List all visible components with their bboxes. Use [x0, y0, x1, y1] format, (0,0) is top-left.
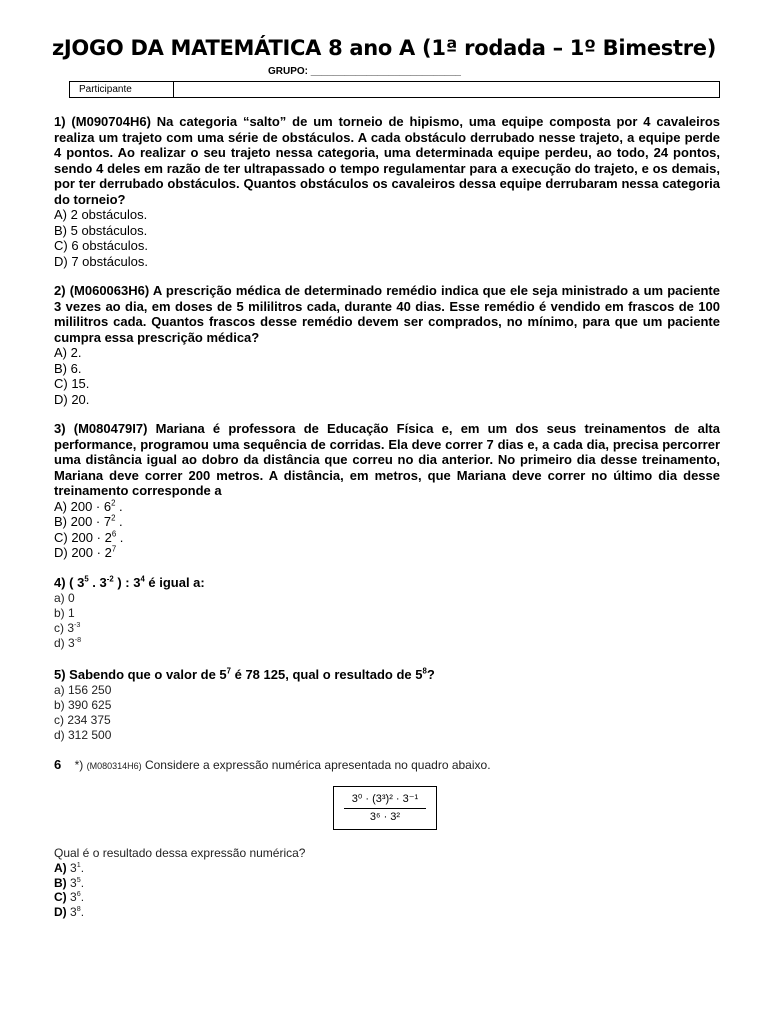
question-4	[54, 575, 720, 652]
question-2-option-b: B) 6.	[54, 360, 82, 376]
expression-box	[333, 786, 437, 830]
fraction-bar	[344, 808, 426, 809]
page-title: zJOGO DA MATEMÁTICA 8 ano A (1ª rodada – 1º Bimestre)	[51, 36, 717, 60]
expression-numerator: 3⁰ · (3³)² · 3⁻¹	[351, 793, 419, 805]
question-4-option-a: a) 0	[54, 590, 75, 605]
question-5	[54, 667, 720, 744]
question-1-text: 1) (M090704H6) Na categoria “salto” de um torneio de hipismo, uma equipe composta por 4 cavaleiros realiza um trajeto com uma série de obstáculos. A cada obstáculo derrubado nesse trajeto, a equipe perde 4 pontos. Ao realizar o seu trajeto nessa categoria, uma determinada equipe perdeu, ao todo, 24 pontos, sendo 4 deles em razão de ter ultrapassado o tempo regulamentar para a execução do trajeto, e os demais, por ter derrubado obstáculos. Quantos obstáculos os cavaleiros dessa equipe derrubaram nessa categoria do torneio?	[54, 114, 720, 207]
question-2-option-a: A) 2.	[54, 345, 82, 360]
question-5-option-b: b) 390 625	[54, 697, 112, 712]
question-3-option-a: A) $200 \cdot 6^2$ .	[54, 498, 123, 514]
question-4-option-c: c) $3^{-3}$	[54, 620, 81, 636]
question-6-option-d: D) $3^8$.	[54, 903, 85, 919]
question-5-text: 5) Sabendo que o valor de $5^7$ é 78 125, qual o resultado de $5^8$?	[54, 666, 435, 682]
question-1-option-c: C) 6 obstáculos.	[54, 238, 148, 253]
question-1-option-b: B) 5 obstáculos.	[54, 222, 148, 238]
question-5-option-a: a) 156 250	[54, 682, 112, 697]
question-2-option-c: C) 15.	[54, 376, 90, 391]
expression-denominator: 3⁶ · 3²	[369, 811, 401, 823]
question-6-mark: *)	[74, 758, 84, 772]
question-5-option-c: c) 234 375	[54, 713, 111, 728]
question-1-option-a: A) 2 obstáculos.	[54, 207, 148, 222]
question-4-option-b: b) 1	[54, 605, 75, 620]
question-6	[54, 846, 305, 919]
question-6-option-b: B) $3^5$.	[54, 874, 85, 890]
question-3-option-d: D) $200 \cdot 2^7$	[54, 544, 117, 560]
question-6-code: (M080314H6)	[86, 761, 142, 771]
question-6-intro: Considere a expressão numérica apresentada no quadro abaixo.	[144, 758, 491, 772]
question-2	[54, 283, 720, 407]
group-field: GRUPO: ___________________________	[268, 66, 461, 77]
question-6-header	[54, 757, 491, 772]
question-4-option-d: d) $3^{-8}$	[54, 635, 82, 651]
question-1	[54, 114, 720, 269]
question-1-option-d: D) 7 obstáculos.	[54, 253, 148, 269]
question-6-text: Qual é o resultado dessa expressão numérica?	[54, 846, 306, 860]
question-3-option-c: C) $200 \cdot 2^6$ .	[54, 529, 124, 545]
question-3	[54, 421, 720, 561]
question-6-number: 6	[54, 757, 62, 772]
participant-table	[69, 81, 720, 98]
participant-label: Participante	[70, 82, 174, 97]
question-6-option-c: C) $3^6$.	[54, 889, 85, 904]
question-6-option-a: A) $3^1$.	[54, 860, 85, 875]
question-2-text: 2) (M060063H6) A prescrição médica de determinado remédio indica que ele seja ministrado a um paciente 3 vezes ao dia, em doses de 5 mililitros cada, durante 40 dias. Esse remédio é vendido em frascos de 100 mililitros cada. Quantos frascos desse remédio devem ser comprados, no mínimo, para que um paciente cumpra essa prescrição médica?	[54, 283, 720, 345]
question-2-option-d: D) 20.	[54, 391, 90, 407]
question-3-text: 3) (M080479I7) Mariana é professora de Educação Física e, em um dos seus treinamentos de alta performance, programou uma sequência de corridas. Ela deve correr 7 dias e, a cada dia, precisa percorrer uma distância igual ao dobro da distância que correu no dia anterior. No primeiro dia desse treinamento, Mariana deve correr 200 metros. A distância, em metros, que Mariana deve correr no último dia desse treinamento corresponde a	[54, 421, 720, 498]
question-5-option-d: d) 312 500	[54, 728, 112, 743]
question-4-text: 4) ( $3^5$ . $3^{-2}$ ) : $3^4$ é igual a:	[54, 574, 205, 590]
question-3-option-b: B) $200 \cdot 7^2$ .	[54, 513, 123, 529]
